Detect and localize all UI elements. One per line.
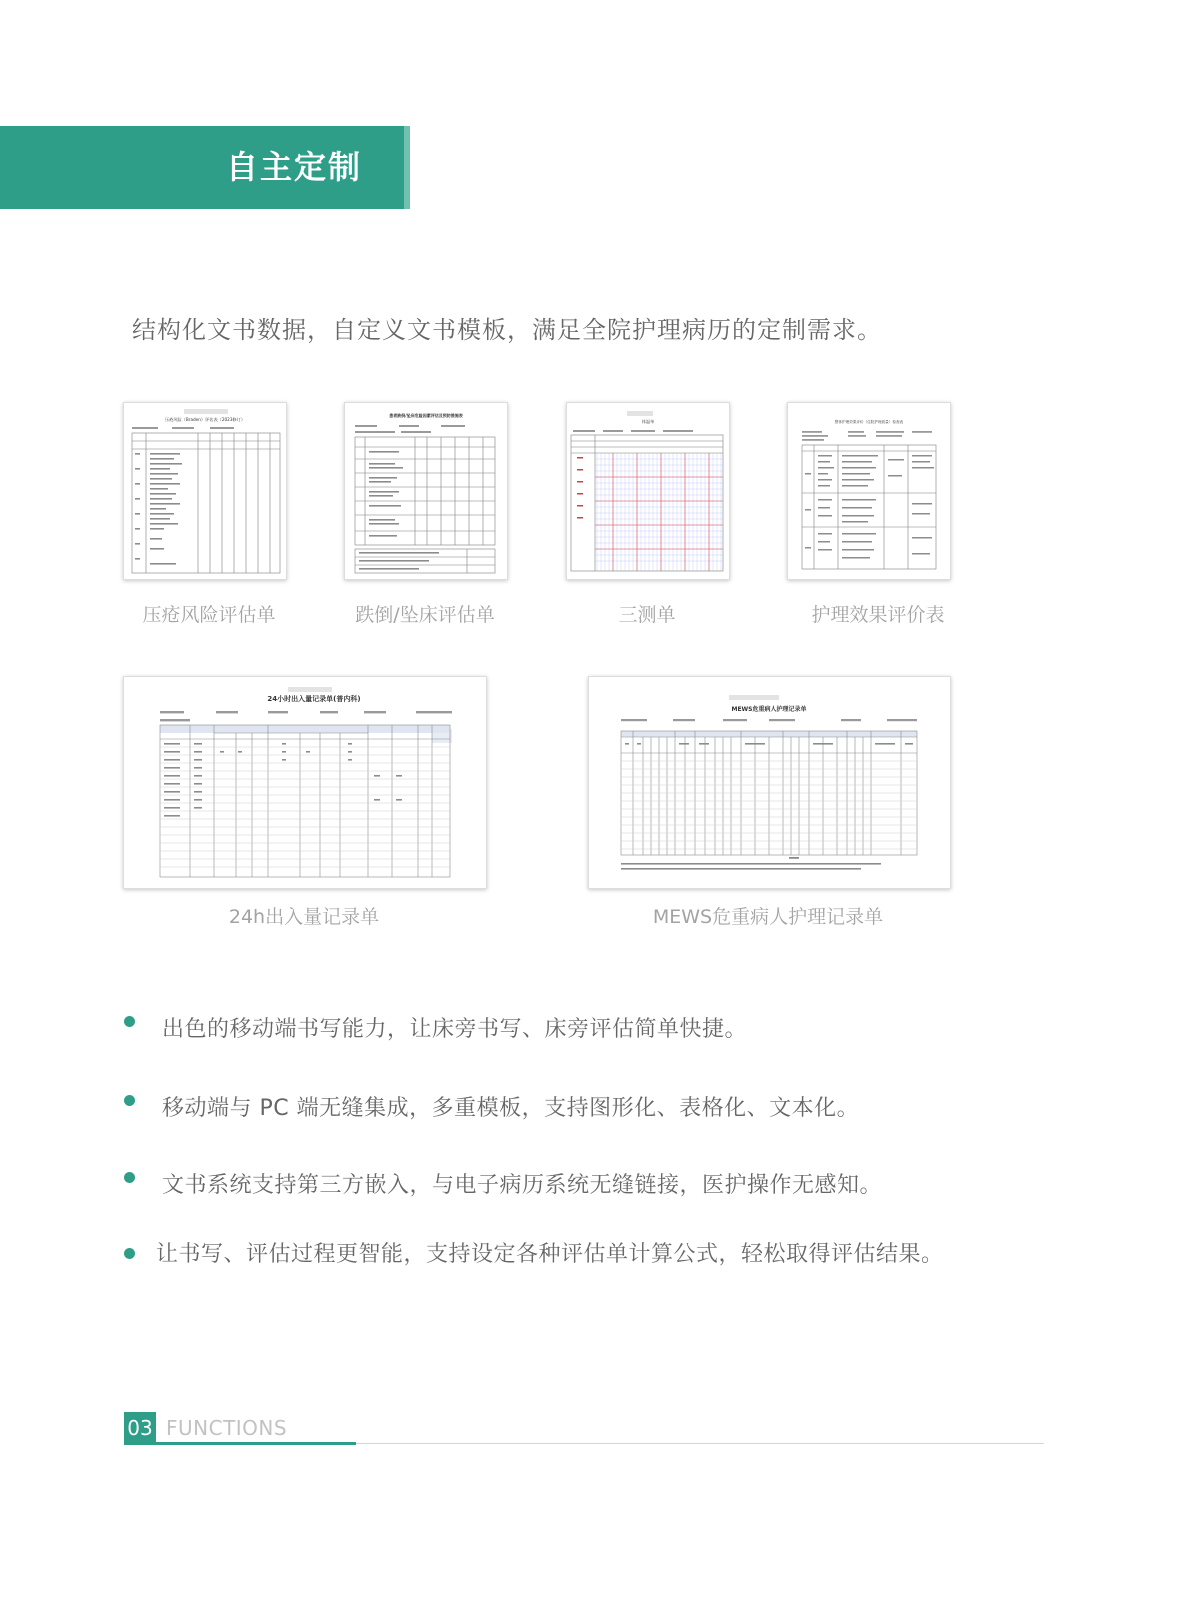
bullet-text: 移动端与 PC 端无缝集成，多重模板，支持图形化、表格化、文本化。 <box>162 1096 860 1121</box>
caption-pressure-ulcer: 压疮风险评估单 <box>142 604 276 626</box>
intake-output-form-preview <box>124 677 486 888</box>
vital-signs-chart-thumbnail <box>566 402 730 580</box>
pressure-ulcer-doc-title: 压疮风险（Braden）评估表（2023修订） <box>164 417 246 422</box>
vital-signs-doc-title: 体温单 <box>641 419 655 424</box>
nursing-evaluation-form-thumbnail <box>787 402 951 580</box>
bullet-text: 让书写、评估过程更智能，支持设定各种评估单计算公式，轻松取得评估结果。 <box>156 1242 944 1267</box>
mews-doc-title: MEWS危重病人护理记录单 <box>731 706 807 713</box>
bullet-text: 出色的移动端书写能力，让床旁书写、床旁评估简单快捷。 <box>162 1017 748 1042</box>
bullet-dot <box>124 1248 135 1259</box>
footer-rule <box>356 1443 1044 1444</box>
footer-label: FUNCTIONS <box>166 1416 288 1440</box>
bullet-text: 文书系统支持第三方嵌入，与电子病历系统无缝链接，医护操作无感知。 <box>162 1173 883 1198</box>
fall-risk-form-preview <box>345 403 507 579</box>
intake-output-doc-title: 24小时出入量记录单(普内科) <box>267 695 361 703</box>
nursing-evaluation-doc-title: 整体护理效果评价（住院护理质量）检查表 <box>834 420 904 424</box>
section-title: 自主定制 <box>226 148 363 186</box>
mews-critical-care-form-preview <box>589 677 950 888</box>
intake-output-form-thumbnail <box>123 676 487 889</box>
vital-signs-chart-preview <box>567 403 729 579</box>
footer-page-number: 03 <box>124 1412 156 1444</box>
caption-fall-risk: 跌倒/坠床评估单 <box>355 604 495 626</box>
caption-vital-signs: 三测单 <box>618 604 676 626</box>
bullet-dot <box>124 1016 135 1027</box>
caption-mews: MEWS危重病人护理记录单 <box>652 906 884 928</box>
nursing-evaluation-form-preview <box>788 403 950 579</box>
pressure-ulcer-form-thumbnail <box>123 402 287 580</box>
caption-nursing-evaluation: 护理效果评价表 <box>811 604 945 626</box>
fall-risk-form-thumbnail <box>344 402 508 580</box>
pressure-ulcer-form-preview <box>124 403 286 579</box>
caption-intake-output: 24h出入量记录单 <box>228 906 380 928</box>
section-banner-accent <box>404 126 410 209</box>
section-intro: 结构化文书数据，自定义文书模板，满足全院护理病历的定制需求。 <box>132 316 882 344</box>
bullet-dot <box>124 1095 135 1106</box>
mews-critical-care-form-thumbnail <box>588 676 951 889</box>
footer-rule-accent <box>124 1442 356 1445</box>
bullet-dot <box>124 1172 135 1183</box>
fall-risk-doc-title: 患者跌倒/坠床危险因素评估及预防措施表 <box>389 413 463 418</box>
